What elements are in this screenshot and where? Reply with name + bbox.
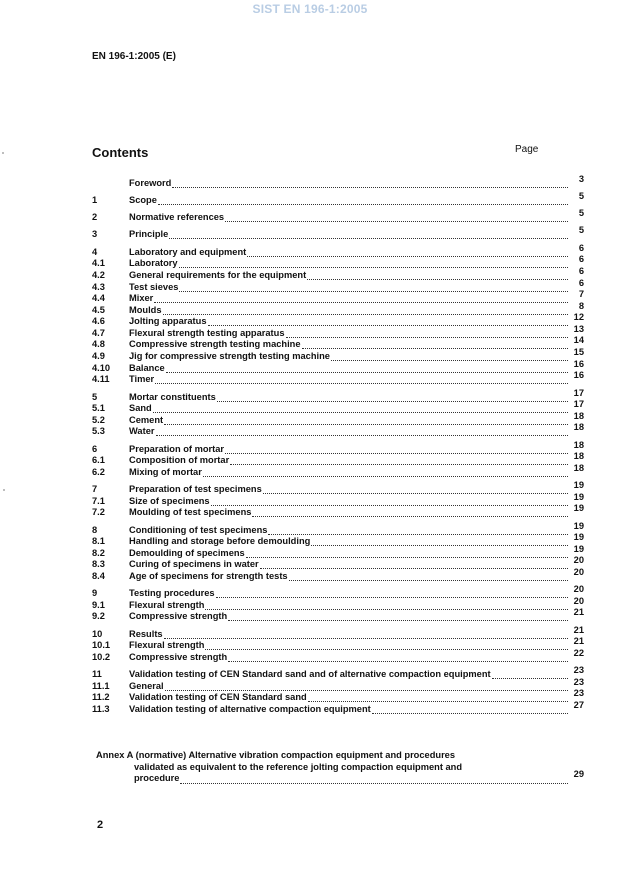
toc-entry-title: Jig for compressive strength testing machine bbox=[129, 351, 330, 362]
toc-entry[interactable] bbox=[92, 254, 584, 270]
dot-leader bbox=[311, 536, 568, 546]
table-of-contents bbox=[92, 173, 584, 715]
dot-leader bbox=[203, 467, 568, 477]
toc-entry-page: 20 bbox=[573, 566, 584, 577]
dot-leader bbox=[289, 571, 568, 581]
toc-entry-page: 20 bbox=[573, 584, 584, 595]
dot-leader bbox=[153, 403, 568, 413]
toc-entry-number: 7.2 bbox=[92, 507, 105, 518]
dot-leader bbox=[164, 629, 568, 639]
toc-entry-title: Testing procedures bbox=[129, 588, 215, 599]
dot-leader bbox=[307, 270, 568, 280]
toc-entry-number: 8.1 bbox=[92, 536, 105, 547]
toc-entry-title: Results bbox=[129, 628, 163, 639]
toc-entry-title: Normative references bbox=[129, 212, 225, 223]
toc-entry-title: Mixing of mortar bbox=[129, 466, 202, 477]
toc-entry-number: 6.1 bbox=[92, 455, 105, 466]
toc-entry-title: Balance bbox=[129, 362, 165, 373]
dot-leader bbox=[260, 559, 568, 569]
toc-entry-number: 6 bbox=[92, 443, 98, 454]
toc-entry[interactable] bbox=[92, 300, 584, 316]
toc-entry-page: 18 bbox=[573, 439, 584, 450]
toc-entry-number: 1 bbox=[92, 194, 98, 205]
toc-entry-number: 4.3 bbox=[92, 281, 105, 292]
toc-entry[interactable] bbox=[92, 665, 584, 681]
toc-entry-title: Scope bbox=[129, 194, 157, 205]
toc-entry-number: 4.5 bbox=[92, 304, 105, 315]
toc-entry-page: 20 bbox=[573, 595, 584, 606]
toc-entry-number: 11.2 bbox=[92, 692, 110, 703]
toc-entry-number: 11 bbox=[92, 669, 102, 680]
dot-leader bbox=[169, 229, 568, 239]
toc-entry[interactable] bbox=[92, 323, 584, 339]
toc-entry[interactable] bbox=[92, 347, 584, 362]
toc-entry-title: Cement bbox=[129, 414, 164, 425]
dot-leader bbox=[263, 484, 568, 494]
toc-entry-page: 19 bbox=[573, 532, 584, 543]
toc-entry-number: 11.3 bbox=[92, 703, 110, 714]
dot-leader bbox=[154, 293, 568, 303]
toc-entry-number: 11.1 bbox=[92, 680, 110, 691]
annex-a-entry[interactable] bbox=[96, 750, 584, 785]
toc-entry-page: 12 bbox=[573, 312, 584, 323]
toc-entry-number: 4.4 bbox=[92, 293, 105, 304]
toc-entry-number: 10.1 bbox=[92, 640, 111, 651]
toc-entry-page: 6 bbox=[578, 265, 584, 276]
toc-entry-title: Flexural strength bbox=[129, 599, 205, 610]
toc-entry-page: 19 bbox=[573, 491, 584, 502]
toc-entry-page: 19 bbox=[573, 480, 584, 491]
toc-entry-page: 6 bbox=[578, 277, 584, 288]
toc-entry[interactable] bbox=[92, 543, 584, 559]
dot-leader bbox=[228, 611, 568, 621]
dot-leader bbox=[492, 669, 568, 679]
toc-entry-number: 4.1 bbox=[92, 258, 105, 269]
scan-speck bbox=[3, 489, 5, 491]
toc-entry[interactable] bbox=[92, 462, 584, 478]
toc-entry-page: 17 bbox=[573, 387, 584, 398]
toc-entry-page: 18 bbox=[573, 451, 584, 462]
toc-entry-title: Moulding of test specimens bbox=[129, 507, 252, 518]
toc-entry-number: 4.11 bbox=[92, 374, 110, 385]
toc-entry-number: 4.9 bbox=[92, 351, 105, 362]
dot-leader bbox=[302, 339, 568, 349]
dot-leader bbox=[217, 392, 568, 402]
toc-entry-title: Flexural strength testing apparatus bbox=[129, 327, 285, 338]
toc-entry-number: 6.2 bbox=[92, 466, 105, 477]
toc-entry-number: 9 bbox=[92, 588, 98, 599]
toc-entry-page: 23 bbox=[573, 676, 584, 687]
dot-leader bbox=[252, 507, 568, 517]
dot-leader bbox=[208, 316, 569, 326]
toc-entry-page: 27 bbox=[573, 699, 584, 710]
toc-entry[interactable] bbox=[92, 451, 584, 467]
toc-entry-title: Mortar constituents bbox=[129, 391, 216, 402]
toc-entry[interactable] bbox=[92, 624, 584, 640]
dot-leader bbox=[179, 282, 568, 292]
toc-entry[interactable] bbox=[92, 584, 584, 600]
toc-entry-page: 16 bbox=[573, 370, 584, 381]
dot-leader bbox=[372, 704, 568, 714]
toc-entry-page: 18 bbox=[573, 422, 584, 433]
toc-entry-title: Moulds bbox=[129, 304, 162, 315]
watermark: SIST EN 196-1:2005 bbox=[252, 2, 368, 16]
toc-entry-number: 4.6 bbox=[92, 316, 105, 327]
dot-leader bbox=[216, 588, 568, 598]
toc-entry[interactable] bbox=[92, 595, 584, 611]
dot-leader bbox=[286, 328, 569, 338]
page-column-label: Page bbox=[515, 144, 539, 155]
toc-entry-title: Sand bbox=[129, 403, 152, 414]
toc-entry-page: 8 bbox=[578, 300, 584, 311]
toc-entry-title: Validation testing of CEN Standard sand bbox=[129, 692, 307, 703]
toc-entry-title: Validation testing of alternative compaction equipment bbox=[129, 703, 371, 714]
toc-entry-number: 5 bbox=[92, 391, 98, 402]
dot-leader bbox=[211, 496, 568, 506]
toc-entry-page: 5 bbox=[578, 225, 584, 236]
toc-entry[interactable] bbox=[92, 358, 584, 374]
toc-entry-title: Validation testing of CEN Standard sand and of alternative compaction equipment bbox=[129, 669, 491, 680]
toc-entry-number: 10 bbox=[92, 628, 103, 639]
toc-entry-title: Timer bbox=[129, 374, 155, 385]
dot-leader bbox=[179, 258, 568, 268]
toc-entry-number: 10.2 bbox=[92, 651, 111, 662]
toc-entry[interactable] bbox=[92, 410, 584, 426]
toc-entry-title: Mixer bbox=[129, 293, 154, 304]
toc-entry-page: 18 bbox=[573, 410, 584, 421]
contents-title: Contents bbox=[92, 145, 149, 160]
toc-entry-page: 17 bbox=[573, 399, 584, 410]
toc-entry-number: 5.2 bbox=[92, 414, 105, 425]
toc-entry-number: 5.3 bbox=[92, 426, 105, 437]
toc-entry-title: Handling and storage before demoulding bbox=[129, 536, 311, 547]
dot-leader bbox=[172, 178, 568, 188]
toc-entry-page: 16 bbox=[573, 358, 584, 369]
dot-leader bbox=[331, 351, 568, 361]
toc-entry-number: 4.2 bbox=[92, 269, 105, 280]
dot-leader bbox=[180, 774, 568, 784]
toc-entry[interactable] bbox=[92, 676, 584, 692]
toc-entry[interactable] bbox=[92, 422, 584, 438]
toc-entry-number: 3 bbox=[92, 229, 98, 240]
toc-entry[interactable] bbox=[92, 242, 584, 258]
toc-entry-title: General requirements for the equipment bbox=[129, 269, 307, 280]
dot-leader bbox=[246, 548, 568, 558]
dot-leader bbox=[205, 600, 568, 610]
toc-entry-page: 21 bbox=[573, 636, 584, 647]
toc-entry-number: 7 bbox=[92, 484, 98, 495]
toc-entry[interactable] bbox=[92, 503, 584, 519]
annex-a-title-line-1: Annex A (normative) Alternative vibration compaction equipment and procedures bbox=[96, 750, 456, 760]
toc-entry-title: Foreword bbox=[129, 177, 172, 188]
toc-entry[interactable] bbox=[92, 387, 584, 403]
toc-entry-page: 23 bbox=[573, 665, 584, 676]
toc-entry-number: 9.2 bbox=[92, 611, 105, 622]
page-number: 2 bbox=[97, 819, 104, 831]
toc-entry-page: 22 bbox=[573, 647, 584, 658]
toc-entry[interactable] bbox=[92, 480, 584, 495]
toc-entry-title: Test sieves bbox=[129, 281, 179, 292]
toc-entry[interactable] bbox=[92, 370, 584, 386]
toc-entry[interactable] bbox=[92, 699, 584, 715]
annex-a-title-line-2: validated as equivalent to the reference jolting compaction equipment and bbox=[134, 761, 463, 772]
annex-a-title-line-3: procedure bbox=[134, 773, 180, 783]
toc-entry-title: Laboratory bbox=[129, 258, 178, 269]
dot-leader bbox=[165, 681, 568, 691]
toc-entry-number: 4.7 bbox=[92, 327, 105, 338]
toc-entry-number: 4 bbox=[92, 246, 98, 257]
toc-entry[interactable] bbox=[92, 439, 584, 455]
toc-entry-title: Curing of specimens in water bbox=[129, 559, 259, 570]
toc-entry-title: Preparation of mortar bbox=[129, 443, 225, 454]
toc-entry-page: 18 bbox=[573, 462, 584, 473]
toc-entry-number: 8 bbox=[92, 524, 98, 535]
toc-entry[interactable] bbox=[92, 225, 584, 241]
toc-entry-page: 5 bbox=[578, 190, 584, 201]
dot-leader bbox=[225, 444, 568, 454]
toc-entry[interactable] bbox=[92, 532, 584, 548]
toc-entry[interactable] bbox=[92, 173, 584, 189]
toc-entry-page: 5 bbox=[578, 208, 584, 219]
annex-a-page: 29 bbox=[573, 769, 584, 779]
toc-entry[interactable] bbox=[92, 647, 584, 663]
toc-entry-page: 20 bbox=[573, 555, 584, 566]
toc-entry-number: 7.1 bbox=[92, 495, 105, 506]
toc-entry-title: Principle bbox=[129, 229, 169, 240]
dot-leader bbox=[164, 415, 568, 425]
toc-entry-number: 8.3 bbox=[92, 559, 105, 570]
toc-entry-page: 13 bbox=[573, 323, 584, 334]
toc-entry-page: 19 bbox=[573, 520, 584, 531]
toc-entry-page: 6 bbox=[578, 242, 584, 253]
toc-entry[interactable] bbox=[92, 190, 584, 206]
toc-entry-number: 5.1 bbox=[92, 403, 105, 414]
dot-leader bbox=[268, 525, 568, 535]
toc-entry-number: 2 bbox=[92, 212, 98, 223]
toc-entry[interactable] bbox=[92, 688, 584, 704]
toc-entry-title: Flexural strength bbox=[129, 640, 205, 651]
toc-entry-number: 9.1 bbox=[92, 599, 105, 610]
toc-entry-number: 8.2 bbox=[92, 547, 105, 558]
toc-entry-title: Size of specimens bbox=[129, 495, 210, 506]
toc-entry-title: Compressive strength testing machine bbox=[129, 339, 301, 350]
toc-entry[interactable] bbox=[92, 636, 584, 652]
toc-entry-title: Demoulding of specimens bbox=[129, 547, 245, 558]
dot-leader bbox=[158, 195, 568, 205]
toc-entry[interactable] bbox=[92, 399, 584, 415]
toc-entry-page: 6 bbox=[578, 254, 584, 265]
dot-leader bbox=[156, 426, 569, 436]
toc-entry[interactable] bbox=[92, 335, 584, 351]
toc-entry[interactable] bbox=[92, 520, 584, 536]
toc-entry-title: Composition of mortar bbox=[129, 455, 230, 466]
toc-entry-number: 4.8 bbox=[92, 339, 105, 350]
toc-entry-page: 21 bbox=[573, 624, 584, 635]
toc-entry[interactable] bbox=[92, 289, 584, 305]
toc-entry-page: 19 bbox=[573, 543, 584, 554]
toc-entry-title: Age of specimens for strength tests bbox=[129, 570, 288, 581]
toc-entry[interactable] bbox=[92, 555, 584, 571]
toc-entry-title: Jolting apparatus bbox=[129, 316, 207, 327]
dot-leader bbox=[228, 652, 568, 662]
toc-entry-title: Laboratory and equipment bbox=[129, 246, 247, 257]
toc-entry[interactable] bbox=[92, 312, 584, 328]
toc-entry-number: 4.10 bbox=[92, 362, 111, 373]
toc-entry-title: Water bbox=[129, 426, 155, 437]
toc-entry[interactable] bbox=[92, 277, 584, 293]
dot-leader bbox=[308, 692, 568, 702]
document-id: EN 196-1:2005 (E) bbox=[92, 51, 176, 62]
toc-entry[interactable] bbox=[92, 566, 584, 582]
toc-entry[interactable] bbox=[92, 265, 584, 281]
toc-entry-number: 8.4 bbox=[92, 570, 105, 581]
toc-entry[interactable] bbox=[92, 208, 584, 224]
dot-leader bbox=[205, 640, 568, 650]
dot-leader bbox=[230, 455, 568, 465]
toc-entry-title: Preparation of test specimens bbox=[129, 484, 262, 495]
toc-entry-page: 15 bbox=[573, 347, 584, 358]
toc-entry-page: 7 bbox=[578, 289, 584, 300]
dot-leader bbox=[155, 374, 568, 384]
toc-entry-page: 19 bbox=[573, 503, 584, 514]
toc-entry-page: 23 bbox=[573, 688, 584, 699]
toc-entry[interactable] bbox=[92, 491, 584, 507]
toc-entry-title: Conditioning of test specimens bbox=[129, 524, 268, 535]
toc-entry-title: Compressive strength bbox=[129, 651, 228, 662]
toc-entry-page: 3 bbox=[578, 173, 584, 184]
toc-entry-page: 21 bbox=[573, 607, 584, 618]
toc-entry-title: General bbox=[129, 680, 164, 691]
scan-speck bbox=[2, 152, 4, 154]
toc-entry-page: 14 bbox=[573, 335, 584, 346]
dot-leader bbox=[163, 305, 568, 315]
dot-leader bbox=[166, 363, 568, 373]
toc-entry[interactable] bbox=[92, 607, 584, 623]
dot-leader bbox=[225, 212, 568, 222]
toc-entry-title: Compressive strength bbox=[129, 611, 228, 622]
dot-leader bbox=[247, 247, 568, 257]
